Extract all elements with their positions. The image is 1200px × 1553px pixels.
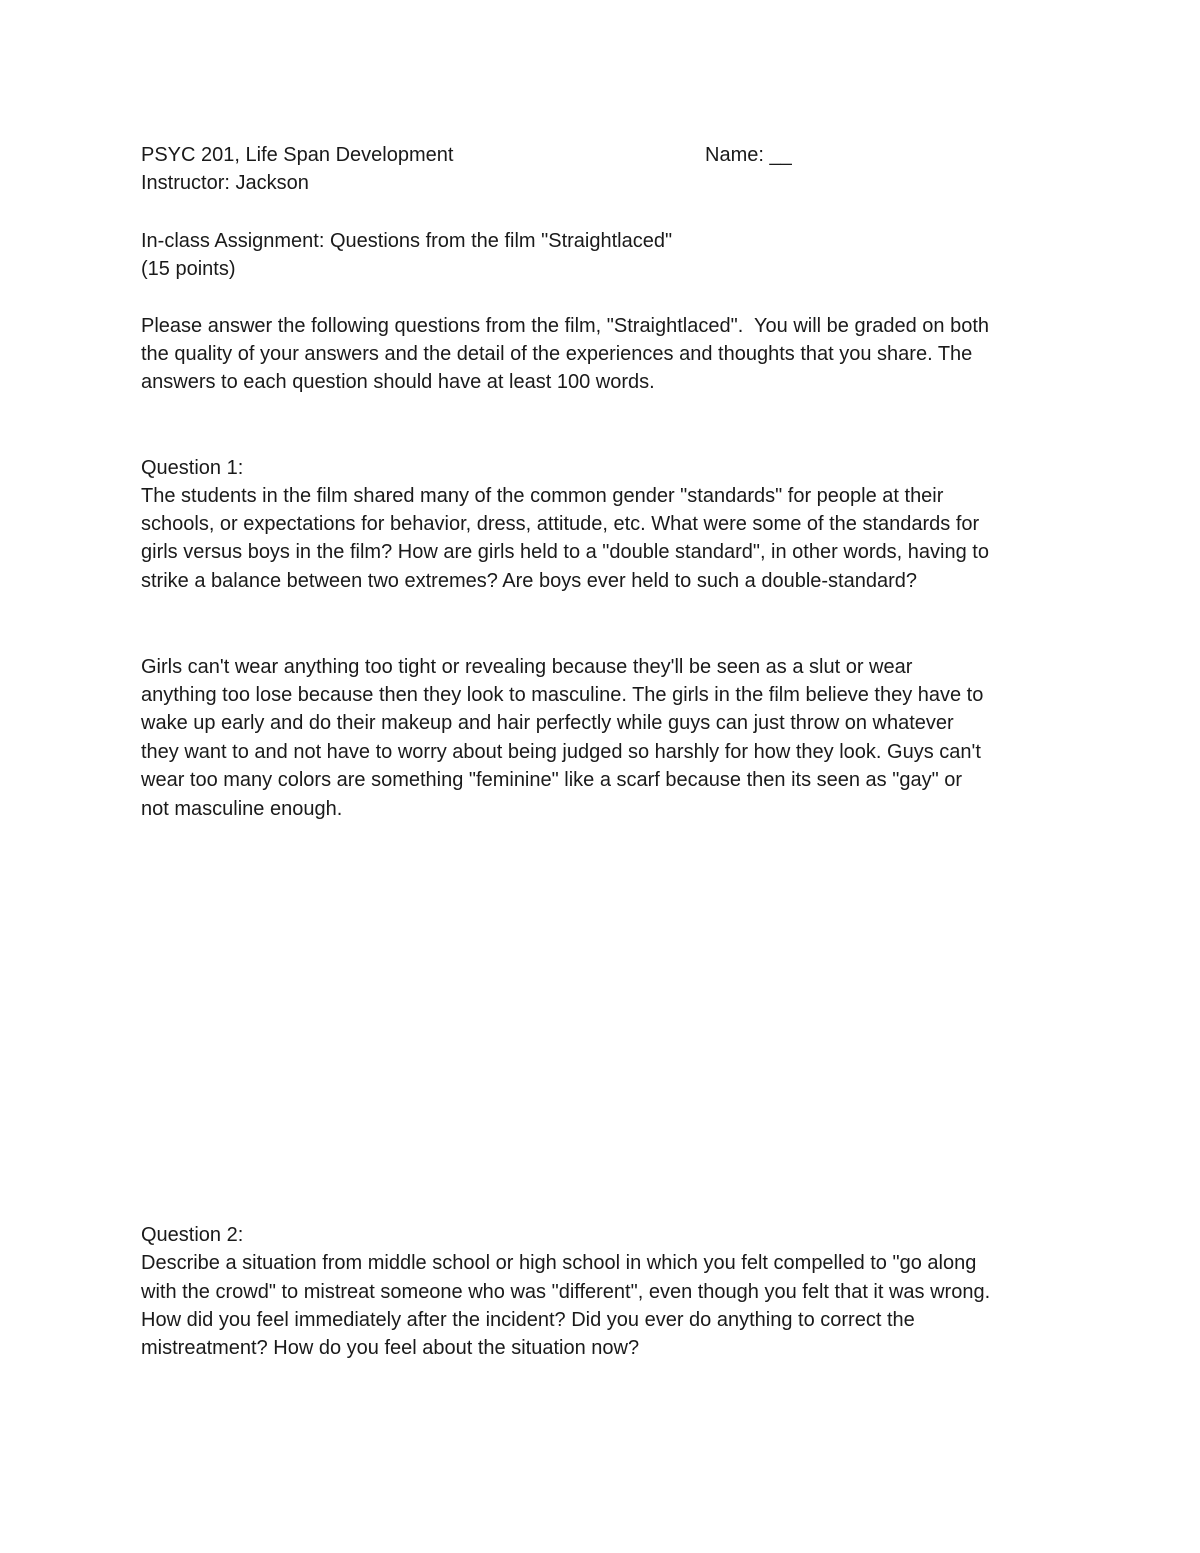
assignment-points: (15 points) <box>141 258 236 280</box>
course-title: PSYC 201, Life Span Development <box>141 144 454 166</box>
question-1-line: strike a balance between two extremes? Are boys ever held to such a double-standard? <box>141 570 918 592</box>
instructions-line: the quality of your answers and the detail of the experiences and thoughts that you share. The <box>141 343 973 365</box>
instructions-line: answers to each question should have at least 100 words. <box>141 371 655 393</box>
assignment-title: In-class Assignment: Questions from the film "Straightlaced" <box>141 230 673 252</box>
answer-line: they want to and not have to worry about being judged so harshly for how they look. Guys can't <box>141 741 981 763</box>
answer-line: wake up early and do their makeup and hair perfectly while guys can just throw on whatever <box>141 712 954 734</box>
question-2-line: How did you feel immediately after the incident? Did you ever do anything to correct the <box>141 1309 915 1331</box>
name-label: Name: __ <box>705 144 792 166</box>
question-1-heading: Question 1: <box>141 457 244 479</box>
question-1-line: girls versus boys in the film? How are girls held to a "double standard", in other words, having to <box>141 541 989 563</box>
question-1-line: The students in the film shared many of the common gender "standards" for people at their <box>141 485 944 507</box>
answer-line: anything too lose because then they look to masculine. The girls in the film believe they have to <box>141 684 984 706</box>
question-1-line: schools, or expectations for behavior, dress, attitude, etc. What were some of the standards for <box>141 513 980 535</box>
answer-line: Girls can't wear anything too tight or revealing because they'll be seen as a slut or wear <box>141 656 913 678</box>
question-2-line: with the crowd" to mistreat someone who was "different", even though you felt that it was wrong. <box>141 1281 991 1303</box>
instructor-line: Instructor: Jackson <box>141 172 309 194</box>
question-2-line: Describe a situation from middle school or high school in which you felt compelled to "go along <box>141 1252 977 1274</box>
question-2-heading: Question 2: <box>141 1224 244 1246</box>
answer-line: wear too many colors are something "feminine" like a scarf because then its seen as "gay" or <box>141 769 963 791</box>
answer-line: not masculine enough. <box>141 798 343 820</box>
question-2-line: mistreatment? How do you feel about the situation now? <box>141 1337 640 1359</box>
instructions-line: Please answer the following questions from the film, "Straightlaced". You will be graded on both <box>141 315 990 337</box>
